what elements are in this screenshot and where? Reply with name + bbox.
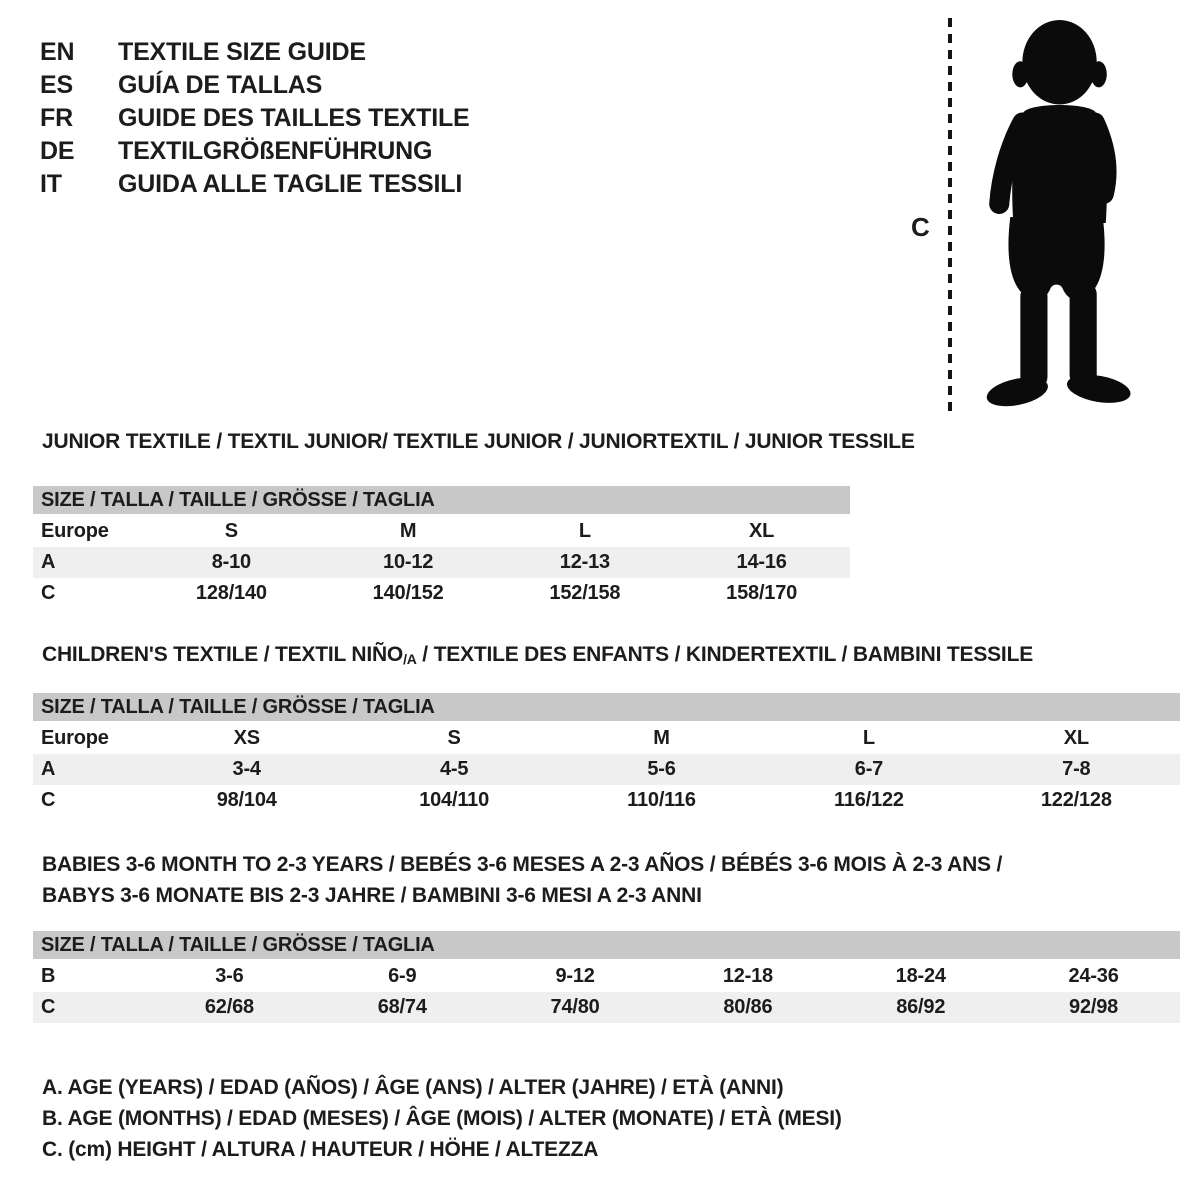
children-heading-text: / TEXTILE DES ENFANTS / KINDERTEXTIL / BAMBINI TESSILE bbox=[416, 643, 1034, 666]
size-value-cell: 104/110 bbox=[419, 789, 489, 811]
legend-line-a: A. AGE (YEARS) / EDAD (AÑOS) / ÂGE (ANS) / ALTER (JAHRE) / ETÀ (ANNI) bbox=[42, 1076, 784, 1099]
size-value-cell: 3-6 bbox=[215, 965, 244, 987]
size-value-cell: 5-6 bbox=[647, 758, 676, 780]
size-value-cell: 24-36 bbox=[1068, 965, 1119, 987]
size-value-cell: 92/98 bbox=[1069, 996, 1119, 1018]
size-value-cell: 116/122 bbox=[834, 789, 904, 811]
size-value-cell: 110/116 bbox=[627, 789, 696, 811]
babies-size-table bbox=[33, 931, 1180, 1023]
column-header-cell: XL bbox=[1063, 727, 1089, 749]
junior-size-table bbox=[33, 486, 850, 609]
language-code: ES bbox=[40, 71, 73, 99]
children-section-heading bbox=[42, 643, 1033, 667]
language-code: IT bbox=[40, 170, 62, 198]
language-title: TEXTILE SIZE GUIDE bbox=[118, 38, 366, 66]
legend-line-c: C. (cm) HEIGHT / ALTURA / HAUTEUR / HÖHE / ALTEZZA bbox=[42, 1138, 599, 1161]
column-header-cell: M bbox=[653, 727, 670, 749]
table-row bbox=[33, 961, 1180, 992]
children-size-header-bar: SIZE / TALLA / TAILLE / GRÖSSE / TAGLIA bbox=[33, 693, 1180, 723]
size-value-cell: 3-4 bbox=[232, 758, 261, 780]
language-title: GUÍA DE TALLAS bbox=[118, 71, 323, 99]
language-code: EN bbox=[40, 38, 75, 66]
language-code: DE bbox=[40, 137, 75, 165]
children-size-table bbox=[33, 693, 1180, 816]
size-value-cell: 74/80 bbox=[550, 996, 600, 1018]
babies-heading-line1: BABIES 3-6 MONTH TO 2-3 YEARS / BEBÉS 3-6 MESES A 2-3 AÑOS / BÉBÉS 3-6 MOIS À 2-3 ANS / bbox=[42, 853, 1003, 876]
size-value-cell: 68/74 bbox=[377, 996, 427, 1018]
column-header-cell: Europe bbox=[41, 727, 109, 749]
language-list bbox=[40, 36, 470, 201]
language-row bbox=[40, 135, 470, 168]
language-row bbox=[40, 36, 470, 69]
column-header-cell: L bbox=[578, 520, 591, 542]
junior-columns-row bbox=[33, 516, 850, 547]
measure-legend bbox=[42, 1072, 842, 1165]
height-measure-label: C bbox=[911, 212, 930, 242]
row-label-cell: C bbox=[41, 996, 56, 1018]
children-heading-text: CHILDREN'S TEXTILE / TEXTIL NIÑO bbox=[42, 643, 404, 666]
row-label-cell: B bbox=[41, 965, 56, 987]
size-value-cell: 128/140 bbox=[195, 582, 267, 604]
size-value-cell: 6-7 bbox=[854, 758, 884, 780]
size-value-cell: 98/104 bbox=[216, 789, 277, 811]
column-header-cell: S bbox=[224, 520, 238, 542]
babies-heading-line2: BABYS 3-6 MONATE BIS 2-3 JAHRE / BAMBINI 3-6 MESI A 2-3 ANNI bbox=[42, 884, 702, 907]
size-value-cell: 12-18 bbox=[722, 965, 773, 987]
size-value-cell: 4-5 bbox=[439, 758, 469, 780]
language-row bbox=[40, 168, 470, 201]
children-heading-subscript: /A bbox=[403, 651, 417, 667]
legend-line-b: B. AGE (MONTHS) / EDAD (MESES) / ÂGE (MOIS) / ALTER (MONATE) / ETÀ (MESI) bbox=[42, 1107, 842, 1130]
junior-size-header-bar: SIZE / TALLA / TAILLE / GRÖSSE / TAGLIA bbox=[33, 486, 850, 516]
language-row bbox=[40, 102, 470, 135]
size-value-cell: 80/86 bbox=[723, 996, 773, 1018]
height-measure-line bbox=[948, 18, 952, 416]
size-value-cell: 158/170 bbox=[726, 582, 798, 604]
size-value-cell: 9-12 bbox=[555, 965, 595, 987]
junior-section-heading: JUNIOR TEXTILE / TEXTIL JUNIOR/ TEXTILE JUNIOR / JUNIORTEXTIL / JUNIOR TESSILE bbox=[42, 430, 915, 453]
table-row bbox=[33, 992, 1180, 1023]
size-value-cell: 10-12 bbox=[383, 551, 434, 573]
table-row bbox=[33, 578, 850, 609]
column-header-cell: XS bbox=[233, 727, 260, 749]
size-value-cell: 152/158 bbox=[549, 582, 621, 604]
column-header-cell: S bbox=[447, 727, 461, 749]
table-row bbox=[33, 754, 1180, 785]
toddler-silhouette-icon bbox=[963, 16, 1138, 418]
size-value-cell: 6-9 bbox=[388, 965, 417, 987]
language-code: FR bbox=[40, 104, 73, 132]
size-value-cell: 12-13 bbox=[559, 551, 610, 573]
children-columns-row bbox=[33, 723, 1180, 754]
size-value-cell: 122/128 bbox=[1040, 789, 1112, 811]
table-row bbox=[33, 547, 850, 578]
table-row bbox=[33, 785, 1180, 816]
column-header-cell: M bbox=[399, 520, 417, 542]
row-label-cell: A bbox=[41, 758, 56, 780]
row-label-cell: C bbox=[41, 582, 56, 604]
column-header-cell: L bbox=[862, 727, 875, 749]
size-value-cell: 14-16 bbox=[736, 551, 787, 573]
size-value-cell: 62/68 bbox=[204, 996, 254, 1018]
size-value-cell: 140/152 bbox=[372, 582, 444, 604]
babies-size-header-bar: SIZE / TALLA / TAILLE / GRÖSSE / TAGLIA bbox=[33, 931, 1180, 961]
size-value-cell: 7-8 bbox=[1062, 758, 1091, 780]
language-title: GUIDA ALLE TAGLIE TESSILI bbox=[118, 170, 463, 198]
language-row bbox=[40, 69, 470, 102]
language-title: GUIDE DES TAILLES TEXTILE bbox=[118, 104, 470, 132]
column-header-cell: Europe bbox=[41, 520, 109, 542]
row-label-cell: C bbox=[41, 789, 56, 811]
column-header-cell: XL bbox=[749, 520, 775, 542]
size-value-cell: 8-10 bbox=[211, 551, 251, 573]
babies-section-heading bbox=[42, 849, 1002, 911]
row-label-cell: A bbox=[41, 551, 56, 573]
language-title: TEXTILGRÖßENFÜHRUNG bbox=[118, 137, 433, 165]
size-value-cell: 86/92 bbox=[896, 996, 946, 1018]
size-value-cell: 18-24 bbox=[895, 965, 946, 987]
